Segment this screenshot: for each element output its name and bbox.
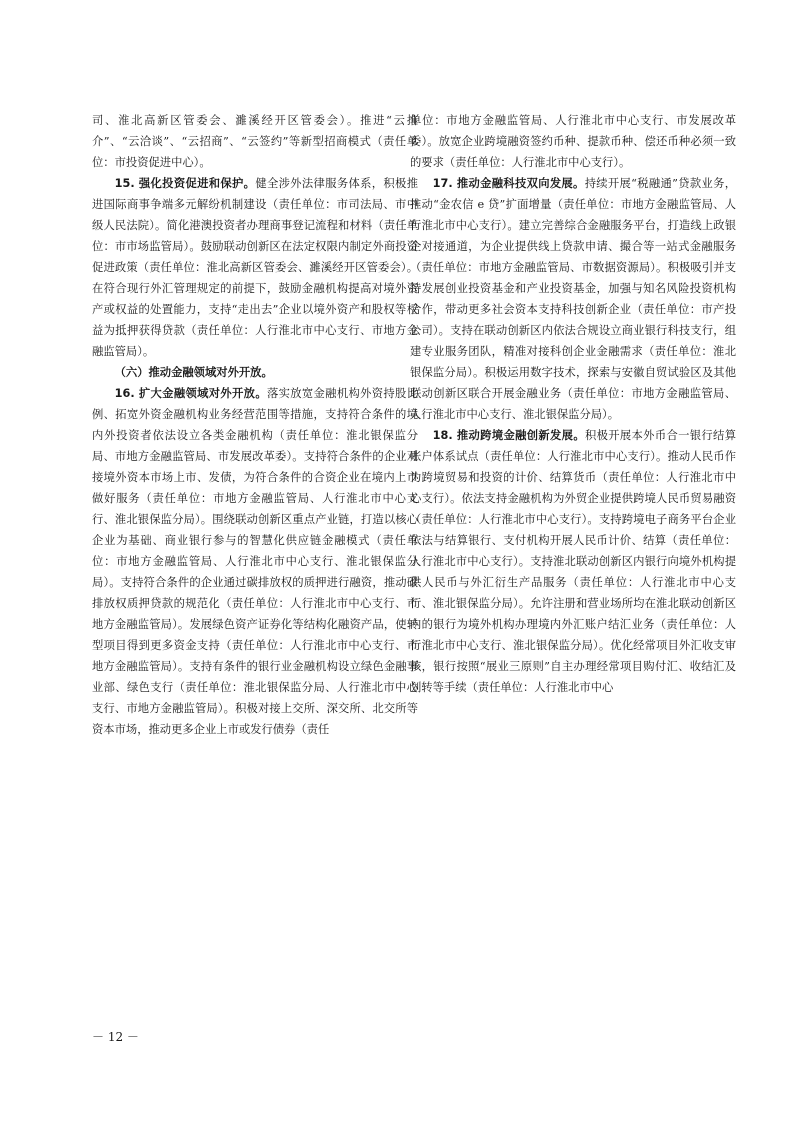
- paragraph: 17. 推动金融科技双向发展。持续开展“税融通”贷款业务，推动“金农信 e 贷”扩面增量（责任单位：市地方金融监管局、人行淮北市中心支行）。建立完善综合金融服务平台，打造线上政银企对接通道，为企业提供线上贷款申请、撮合等一站式金融服务（责任单位：市地方金融监管局、市数据资源局）。积极吸引并支持发展创业投资基金和产业投资基金，加强与知名风险投资机构合作，带动更多社会资本支持科技创新企业（责任单位：市产投公司）。支持在联动创新区内依法合规设立商业银行科技支行，组建专业服务团队，精准对接科创企业金融需求（责任单位：淮北银保监分局）。积极运用数字技术，探索与安徽自贸试验区及其他联动创新区联合开展金融业务（责任单位：市地方金融监管局、人行淮北市中心支行、淮北银保监分局）。: [410, 177, 736, 421]
- left-column: [92, 110, 418, 740]
- paragraph: 司、淮北高新区管委会、濉溪经开区管委会）。推进“云推介”、“云洽谈”、“云招商”、“云签约”等新型招商模式（责任单位：市投资促进中心）。: [92, 114, 418, 169]
- item-heading: 15. 强化投资促进和保护。: [114, 177, 256, 190]
- paragraph: 18. 推动跨境金融创新发展。积极开展本外币合一银行结算账户体系试点（责任单位：人行淮北市中心支行）。推动人民币作为跨境贸易和投资的计价、结算货币（责任单位：人行淮北市中心支行）。依法支持金融机构为外贸企业提供跨境人民币贸易融资（责任单位：人行淮北市中心支行）。支持跨境电子商务平台企业依法与结算银行、支付机构开展人民币计价、结算（责任单位：人行淮北市中心支行）。支持淮北联动创新区内银行向境外机构提供人民币与外汇衍生产品服务（责任单位：人行淮北市中心支行、淮北银保监分局）。允许注册和营业场所均在淮北联动创新区内的银行为境外机构办理境内外汇账户结汇业务（责任单位：人行淮北市中心支行、淮北银保监分局）。优化经常项目外汇收支审核，银行按照“展业三原则”自主办理经常项目购付汇、收结汇及划转等手续（责任单位：人行淮北市中心: [410, 429, 736, 694]
- item-heading: 17. 推动金融科技双向发展。: [432, 177, 585, 190]
- paragraph: 16. 扩大金融领域对外开放。落实放宽金融机构外资持股比例、拓宽外资金融机构业务经营范围等措施，支持符合条件的境内外投资者依法设立各类金融机构（责任单位：淮北银保监分局、市地方金融监管局、市发展改革委）。支持符合条件的企业对接境外资本市场上市、发债，为符合条件的合资企业在境内上市做好服务（责任单位：市地方金融监管局、人行淮北市中心支行、淮北银保监分局）。围绕联动创新区重点产业链，打造以核心企业为基础、商业银行参与的智慧化供应链金融模式（责任单位：市地方金融监管局、人行淮北市中心支行、淮北银保监分局）。支持符合条件的企业通过碳排放权的质押进行融资，推动碳排放权质押贷款的规范化（责任单位：人行淮北市中心支行、市地方金融监管局）。发展绿色资产证券化等结构化融资产品，使转型项目得到更多资金支持（责任单位：人行淮北市中心支行、市地方金融监管局）。支持有条件的银行业金融机构设立绿色金融事业部、绿色支行（责任单位：淮北银保监分局、人行淮北市中心支行、市地方金融监管局）。积极对接上交所、深交所、北交所等资本市场，推动更多企业上市或发行债券（责任: [92, 387, 418, 736]
- item-heading: 16. 扩大金融领域对外开放。: [114, 387, 267, 400]
- paragraph: 15. 强化投资促进和保护。健全涉外法律服务体系，积极推进国际商事争端多元解纷机制建设（责任单位：市司法局、市中级人民法院）。简化港澳投资者办理商事登记流程和材料（责任单位：市市场监管局）。鼓励联动创新区在法定权限内制定外商投资促进政策（责任单位：淮北高新区管委会、濉溪经开区管委会）。在符合现行外汇管理规定的前提下，鼓励金融机构提高对境外资产或权益的处置能力，支持“走出去”企业以境外资产和股权等权益为抵押获得贷款（责任单位：人行淮北市中心支行、市地方金融监管局）。: [92, 177, 418, 358]
- section-heading: （六）推动金融领域对外开放。: [114, 366, 273, 379]
- item-heading: 18. 推动跨境金融创新发展。: [432, 429, 585, 442]
- paragraph: 单位：市地方金融监管局、人行淮北市中心支行、市发展改革委）。放宽企业跨境融资签约币种、提款币种、偿还币种必须一致的要求（责任单位：人行淮北市中心支行）。: [410, 114, 736, 169]
- page-number: － 12 －: [92, 1030, 139, 1044]
- right-column: [410, 110, 736, 698]
